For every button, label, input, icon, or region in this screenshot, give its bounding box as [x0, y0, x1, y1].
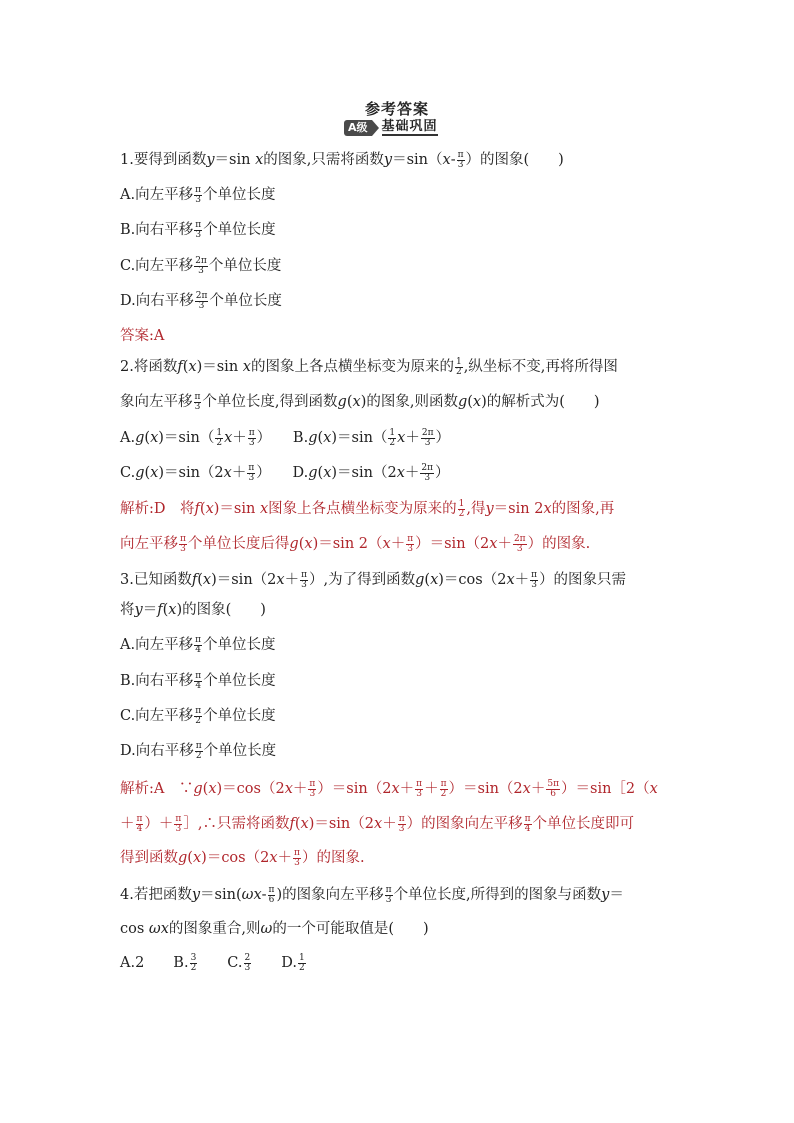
level-badge: A级 [344, 120, 372, 136]
question-3-option-c: C.向左平移 $\frac{\pi}{2}$ 个单位长度 [120, 705, 276, 726]
arrow-icon [372, 120, 379, 136]
question-1-option-b: B.向右平移 $\frac{\pi}{3}$ 个单位长度 [120, 219, 276, 240]
page-title: 参考答案 [364, 100, 429, 118]
question-3-stem-line-2: 将y＝f(x)的图象( ) [120, 602, 266, 618]
question-2-solution-line-2: 向左平移 $\frac{\pi}{3}$ 个单位长度后得g(x)＝sin 2（x＋ $\frac{\pi}{3}$ ）＝sin（2x＋ $\frac{2\pi}{3}$ ）的图象. [120, 533, 591, 554]
question-3-option-d: D.向右平移 $\frac{\pi}{2}$ 个单位长度 [120, 740, 277, 761]
question-2-options-ab: A.g(x)＝sin（ $\frac{1}{2}$ x＋ $\frac{\pi}{3}$ ） B.g(x)＝sin（ $\frac{1}{2}$ x＋ $\frac{2\pi}{3}$ ） [120, 427, 450, 448]
level-heading [344, 119, 438, 136]
question-4-stem-line-1: 4.若把函数y＝sin(ωx- $\frac{\pi}{6}$ )的图象向左平移 $\frac{\pi}{3}$ 个单位长度,所得到的图象与函数y＝ [120, 884, 624, 905]
level-title: 基础巩固 [381, 119, 438, 134]
question-2-solution-line-1: 解析:D 将f(x)＝sin x图象上各点横坐标变为原来的 $\frac{1}{2}$ ,得y＝sin 2x的图象,再 [120, 498, 615, 519]
question-3-solution-line-1: 解析:A ∵g(x)＝cos（2x＋ $\frac{\pi}{3}$ ）＝sin（2x＋ $\frac{\pi}{3}$ ＋ $\frac{\pi}{2}$ ）＝sin（2x＋ $\frac{5\pi}{6}$ ）＝sin［2（x [120, 778, 658, 799]
question-1-option-d: D.向右平移 $\frac{2\pi}{3}$ 个单位长度 [120, 290, 282, 311]
question-4-stem-line-2: cos ωx的图象重合,则ω的一个可能取值是( ) [120, 921, 429, 937]
question-2-stem-line-1: 2.将函数f(x)＝sin x的图象上各点横坐标变为原来的 $\frac{1}{2}$ ,纵坐标不变,再将所得图 [120, 356, 618, 377]
question-3-option-b: B.向右平移 $\frac{\pi}{4}$ 个单位长度 [120, 670, 276, 691]
question-2-stem-line-2: 象向左平移 $\frac{\pi}{3}$ 个单位长度,得到函数g(x)的图象,则函数g(x)的解析式为( ) [120, 391, 600, 412]
question-3-option-a: A.向左平移 $\frac{\pi}{4}$ 个单位长度 [120, 634, 276, 655]
question-3-solution-line-3: 得到函数g(x)＝cos（2x＋ $\frac{\pi}{3}$ ）的图象. [120, 847, 365, 868]
question-1-option-a: A.向左平移 $\frac{\pi}{3}$ 个单位长度 [120, 184, 276, 205]
question-1-option-c: C.向左平移 $\frac{2\pi}{3}$ 个单位长度 [120, 255, 282, 276]
question-4-options: A.2 B. $\frac{3}{2}$ C. $\frac{2}{3}$ D. $\frac{1}{2}$ [120, 952, 305, 973]
question-3-solution-line-2: ＋ $\frac{\pi}{4}$ ）＋ $\frac{\pi}{3}$ ］,∴只需将函数f(x)＝sin（2x＋ $\frac{\pi}{3}$ ）的图象向左平移 $\frac{\pi}{4}$ 个单位长度即可 [120, 813, 635, 834]
question-3-stem-line-1: 3.已知函数f(x)＝sin（2x＋ $\frac{\pi}{3}$ ）,为了得到函数g(x)＝cos（2x＋ $\frac{\pi}{3}$ ）的图象只需 [120, 569, 627, 590]
question-2-options-cd: C.g(x)＝sin（2x＋ $\frac{\pi}{3}$ ） D.g(x)＝sin（2x＋ $\frac{2\pi}{3}$ ） [120, 462, 450, 483]
question-1-answer: 答案:A [120, 328, 165, 344]
question-1-stem: 1.要得到函数y＝sin x的图象,只需将函数y＝sin（x- $\frac{\pi}{3}$ ）的图象( ) [120, 149, 564, 170]
